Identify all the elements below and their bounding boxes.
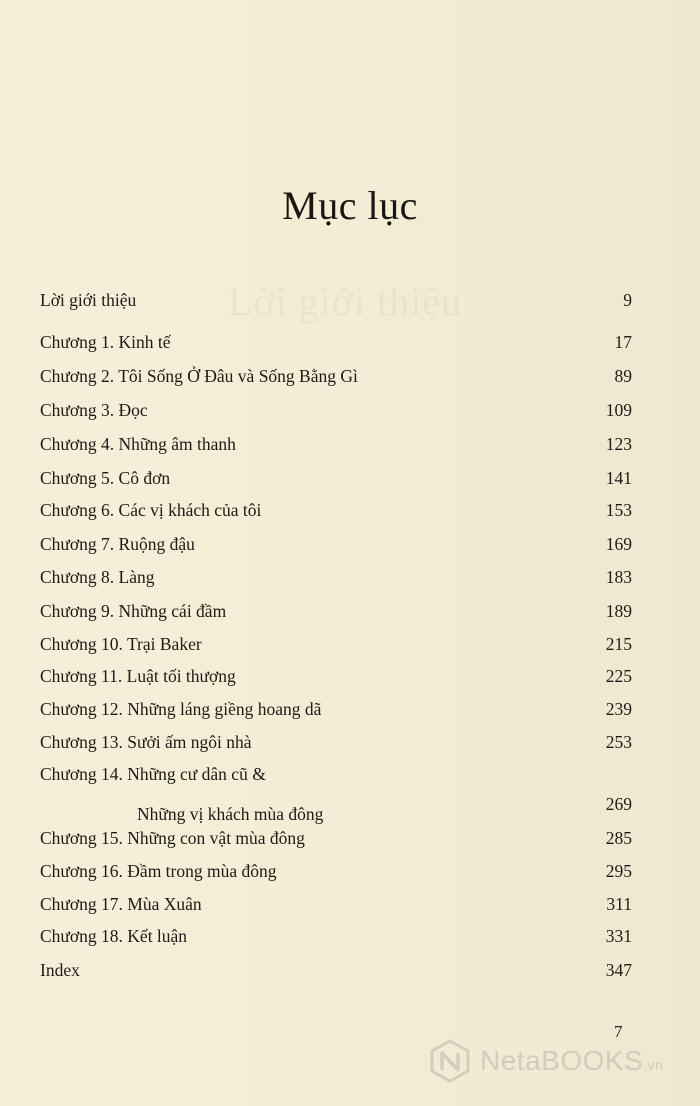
toc-entry-page: 295 — [605, 860, 632, 881]
toc-entry-label: Chương 8. Làng — [40, 566, 155, 587]
toc-entry-label: Chương 15. Những con vật mùa đông — [40, 827, 305, 848]
toc-entry-ch5 — [40, 464, 632, 492]
watermark — [428, 1038, 663, 1084]
toc-entry-ch1 — [40, 328, 632, 356]
toc-entry-ch14 — [40, 760, 632, 788]
toc-entry-ch8 — [40, 563, 632, 591]
toc-entry-ch6 — [40, 496, 632, 524]
toc-entry-label: Những vị khách mùa đông — [137, 804, 324, 824]
toc-entry-page: 253 — [605, 731, 632, 752]
toc-entry-label: Chương 4. Những âm thanh — [40, 433, 236, 454]
toc-entry-label: Chương 9. Những cái đầm — [40, 600, 227, 621]
toc-entry-page: 183 — [605, 566, 632, 587]
toc-entry-page: 89 — [614, 365, 632, 386]
toc-entry-ch18 — [40, 922, 632, 950]
toc-entry-page: 269 — [605, 793, 632, 814]
toc-entry-label: Chương 10. Trại Baker — [40, 633, 202, 654]
toc-entry-label: Chương 7. Ruộng đậu — [40, 533, 195, 554]
toc-entry-label: Chương 6. Các vị khách của tôi — [40, 499, 262, 520]
toc-entry-page: 347 — [605, 959, 632, 980]
toc-entry-ch11 — [40, 662, 632, 690]
toc-entry-ch15 — [40, 824, 632, 852]
toc-entry-label: Chương 18. Kết luận — [40, 925, 188, 946]
toc-entry-page: 189 — [605, 600, 632, 621]
toc-entry-label: Chương 3. Đọc — [40, 399, 148, 420]
toc-entry-label: Lời giới thiệu — [40, 289, 137, 310]
toc-entry-label: Chương 12. Những láng giềng hoang dã — [40, 698, 322, 719]
show-through-text: Lời giới thiệu — [228, 279, 463, 324]
toc-entry-label: Chương 1. Kinh tế — [40, 331, 171, 352]
toc-entry-ch13 — [40, 728, 632, 756]
toc-entry-page: 17 — [614, 331, 632, 352]
toc-entry-label: Index — [40, 959, 80, 980]
toc-entry-ch4 — [40, 430, 632, 458]
page-title: Mục lục — [282, 183, 418, 228]
toc-entry-page: 225 — [605, 665, 632, 686]
toc-entry-page: 239 — [605, 698, 632, 719]
toc-entry-label: Chương 14. Những cư dân cũ & — [40, 763, 266, 784]
toc-entry-page: 311 — [606, 893, 632, 914]
toc-entry-ch10 — [40, 630, 632, 658]
toc-entry-page: 141 — [605, 467, 632, 488]
netabooks-logo-icon — [428, 1039, 472, 1083]
toc-entry-ch9 — [40, 597, 632, 625]
toc-entry-label: Chương 2. Tôi Sống Ở Đâu và Sống Bằng Gì — [40, 365, 358, 386]
toc-entry-page: 331 — [605, 925, 632, 946]
toc-entry-label: Chương 13. Sưởi ấm ngôi nhà — [40, 731, 252, 752]
toc-entry-label: Chương 17. Mùa Xuân — [40, 893, 202, 914]
toc-entry-page: 109 — [605, 399, 632, 420]
toc-entry-page: 153 — [605, 499, 632, 520]
toc-entry-ch3 — [40, 396, 632, 424]
toc-entry-label: Chương 16. Đầm trong mùa đông — [40, 860, 277, 881]
toc-entry-ch16 — [40, 857, 632, 885]
toc-entry-ch14-cont — [40, 790, 632, 824]
page-number: 7 — [614, 1022, 623, 1041]
toc-entry-label: Chương 5. Cô đơn — [40, 467, 171, 488]
toc-entry-page: 285 — [605, 827, 632, 848]
toc-entry-label: Chương 11. Luật tối thượng — [40, 665, 236, 686]
toc-entry-intro — [40, 286, 632, 314]
toc-entry-page: 215 — [605, 633, 632, 654]
toc-entry-page: 123 — [605, 433, 632, 454]
toc-entry-ch12 — [40, 695, 632, 723]
toc-entry-ch2 — [40, 362, 632, 390]
toc-entry-index — [40, 956, 632, 984]
toc-entry-ch17 — [40, 890, 632, 918]
toc-entry-page: 9 — [623, 289, 632, 310]
toc-entry-page: 169 — [605, 533, 632, 554]
watermark-brand: NetaBOOKS.vn — [480, 1045, 664, 1076]
toc-entry-ch7 — [40, 530, 632, 558]
